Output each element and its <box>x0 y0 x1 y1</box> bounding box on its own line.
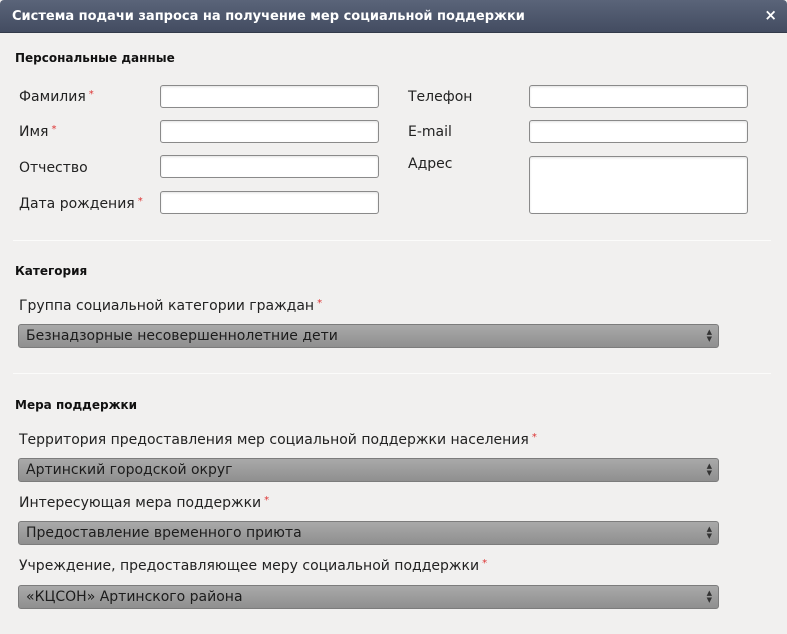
surname-label: Фамилия * <box>19 89 94 105</box>
name-label: Имя * <box>19 124 57 140</box>
required-mark: * <box>531 432 537 443</box>
email-label: E-mail <box>408 124 452 140</box>
required-mark: * <box>482 558 488 569</box>
required-mark: * <box>317 298 323 309</box>
required-mark: * <box>137 196 143 207</box>
measure-select[interactable] <box>18 521 719 545</box>
surname-field[interactable] <box>160 85 379 108</box>
dialog-title: Система подачи запроса на получение мер социальной поддержки <box>12 9 525 24</box>
updown-arrows-icon: ▲ ▼ <box>706 525 712 540</box>
updown-arrows-icon: ▲ ▼ <box>706 462 712 477</box>
institution-label: Учреждение, предоставляющее меру социальной поддержки * <box>19 558 488 574</box>
close-icon[interactable]: × <box>764 6 777 24</box>
category-group-value: Безнадзорные несовершеннолетние дети <box>26 328 338 344</box>
required-mark: * <box>264 495 270 506</box>
address-field[interactable] <box>529 156 748 214</box>
patronymic-field[interactable] <box>160 155 379 178</box>
section-personal-heading: Персональные данные <box>15 51 175 65</box>
measure-label: Интересующая мера поддержки * <box>19 495 270 511</box>
territory-value: Артинский городской округ <box>26 462 233 478</box>
phone-field[interactable] <box>529 85 748 108</box>
institution-value: «КЦСОН» Артинского района <box>26 589 243 605</box>
email-field[interactable] <box>529 120 748 143</box>
measure-value: Предоставление временного приюта <box>26 525 302 541</box>
updown-arrows-icon: ▲ ▼ <box>706 589 712 604</box>
name-field[interactable] <box>160 120 379 143</box>
section-divider <box>13 240 771 241</box>
territory-label: Территория предоставления мер социальной поддержки населения * <box>19 432 537 448</box>
birthdate-label: Дата рождения * <box>19 196 143 212</box>
section-category-heading: Категория <box>15 264 88 278</box>
section-support-heading: Мера поддержки <box>15 398 138 412</box>
phone-label: Телефон <box>408 89 473 105</box>
required-mark: * <box>51 124 57 135</box>
title-bar <box>0 0 787 33</box>
birthdate-field[interactable] <box>160 191 379 214</box>
category-group-label: Группа социальной категории граждан * <box>19 298 323 314</box>
updown-arrows-icon: ▲ ▼ <box>706 328 712 343</box>
required-mark: * <box>88 89 94 100</box>
category-group-select[interactable] <box>18 324 719 348</box>
section-divider <box>13 373 771 374</box>
institution-select[interactable] <box>18 585 719 609</box>
territory-select[interactable] <box>18 458 719 482</box>
patronymic-label: Отчество <box>19 160 88 176</box>
address-label: Адрес <box>408 156 453 172</box>
